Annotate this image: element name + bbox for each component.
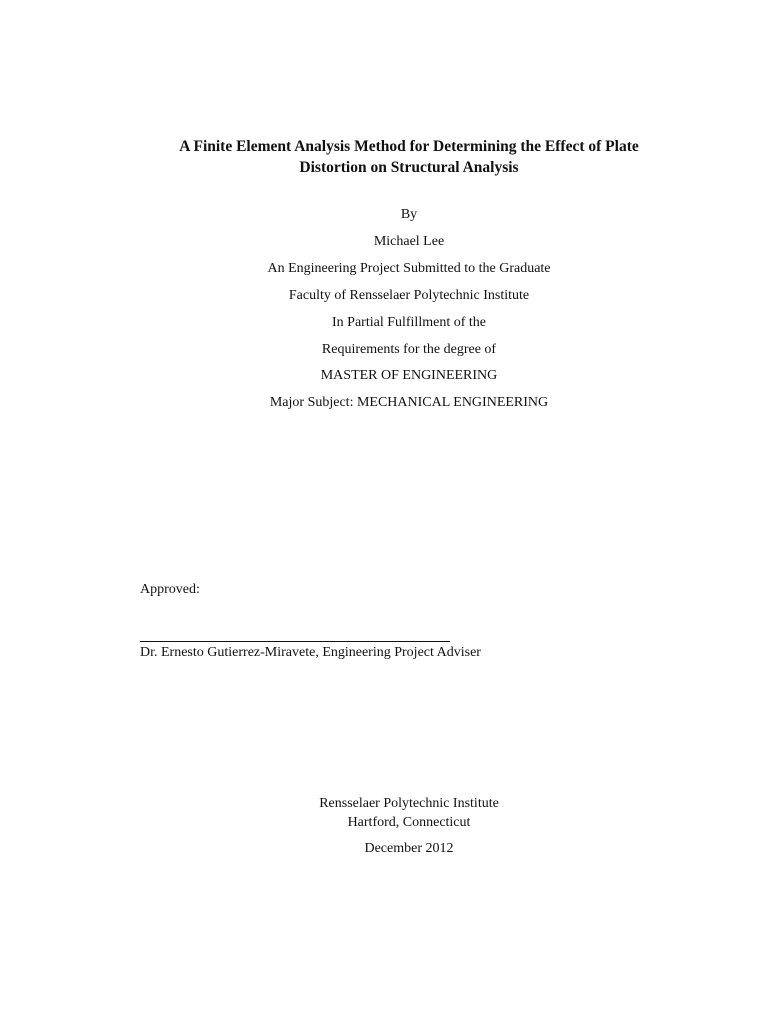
by-label: By <box>400 207 418 222</box>
author-name: Michael Lee <box>373 234 445 249</box>
submission-line-1: An Engineering Project Submitted to the Graduate <box>267 261 551 276</box>
title-line-2: Distortion on Structural Analysis <box>299 159 519 176</box>
approved-label: Approved: <box>140 582 200 597</box>
submission-line-3: In Partial Fulfillment of the <box>332 315 486 330</box>
major-subject: Major Subject: MECHANICAL ENGINEERING <box>269 395 549 410</box>
submission-line-4: Requirements for the degree of <box>321 342 497 357</box>
institution-location: Hartford, Connecticut <box>347 815 471 830</box>
degree-name: MASTER OF ENGINEERING <box>320 368 498 383</box>
submission-date: December 2012 <box>364 841 454 856</box>
signature-line <box>140 641 450 642</box>
institution-name: Rensselaer Polytechnic Institute <box>319 796 499 811</box>
adviser-name: Dr. Ernesto Gutierrez-Miravete, Engineering Project Adviser <box>140 645 481 660</box>
document-title <box>60 136 758 178</box>
submission-line-2: Faculty of Rensselaer Polytechnic Institute <box>288 288 530 303</box>
title-line-1: A Finite Element Analysis Method for Determining the Effect of Plate <box>179 138 639 155</box>
